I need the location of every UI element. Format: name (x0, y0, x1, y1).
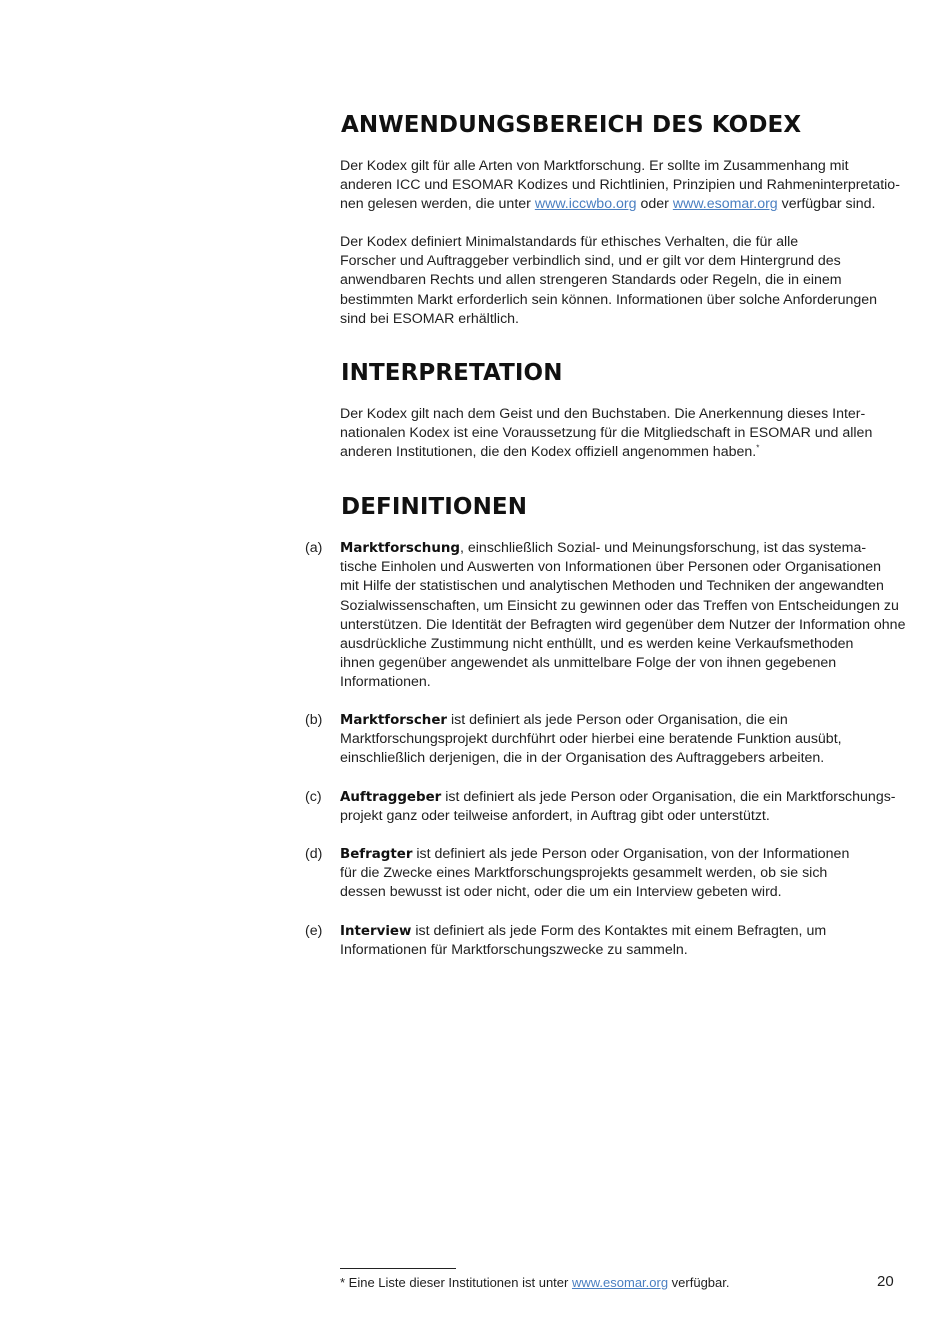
iccwbo-link[interactable]: www.iccwbo.org (534, 196, 637, 213)
definition-term: Interview (340, 924, 412, 939)
footnote: * Eine Liste dieser Institutionen ist unter www.esomar.org verfügbar. (340, 1275, 730, 1290)
definition-item: Befragter ist definiert als jede Person oder Organisation, von der Informationen für die Zwecke eines Marktforschungsprojekts gesammelt werden, ob sie sich dessen bewusst ist oder nicht, oder die um ein Interview gebeten wird. (340, 846, 850, 901)
definition-item: Interview ist definiert als jede Form des Kontaktes mit einem Befragten, um Informationen für Marktforschungszwecke zu sammeln. (340, 923, 827, 959)
section-title-definitions: DEFINITIONEN (341, 494, 528, 520)
definition-label: (b) (305, 712, 323, 728)
section-title-scope: ANWENDUNGSBEREICH DES KODEX (341, 112, 802, 138)
footnote-esomar-link[interactable]: www.esomar.org (571, 1275, 669, 1290)
definition-label: (a) (305, 540, 323, 556)
scope-paragraph-1: Der Kodex gilt für alle Arten von Marktforschung. Er sollte im Zusammenhang mit anderen ICC und ESOMAR Kodizes und Richtlinien, Prinzipien und Rahmeninterpretatio- nen gelesen werden, die unter www.iccwbo.org oder www.esomar.org verfügbar sind. (340, 158, 900, 213)
definition-term: Marktforschung (340, 541, 460, 556)
esomar-link[interactable]: www.esomar.org (672, 196, 778, 213)
definition-label: (d) (305, 846, 323, 862)
definition-item: Marktforscher ist definiert als jede Person oder Organisation, die ein Marktforschungsprojekt durchführt oder hierbei eine beratende Funktion ausübt, einschließlich derjenigen, die in der Organisation des Auftraggebers arbeiten. (340, 712, 842, 767)
definition-item: Marktforschung, einschließlich Sozial- und Meinungsforschung, ist das systema- tische Einholen und Auswerten von Informationen über Personen oder Organisationen mit Hilfe der statistischen und analytischen Methoden und Techniken der angewandten Sozialwissenschaften, um Einsicht zu gewinnen oder das Treffen von Entscheidungen zu unterstützen. Die Identität der Befragten wird gegenüber dem Nutzer der Information ohne ausdrückliche Zustimmung nicht enthüllt, und es werden keine Verkaufsmethoden ihnen gegenüber angewendet als unmittelbare Folge der von ihnen gegebenen Informationen. (340, 540, 906, 691)
section-title-interpretation: INTERPRETATION (341, 360, 563, 386)
definition-term: Auftraggeber (340, 790, 442, 805)
footnote-divider (340, 1268, 456, 1269)
definition-term: Befragter (340, 847, 413, 862)
page-number: 20 (877, 1273, 894, 1290)
interpretation-paragraph: Der Kodex gilt nach dem Geist und den Buchstaben. Die Anerkennung dieses Inter- nationalen Kodex ist eine Voraussetzung für die Mitgliedschaft in ESOMAR und allen anderen Institutionen, die den Kodex offiziell angenommen haben.* (340, 406, 873, 461)
definition-label: (e) (305, 923, 323, 939)
definition-term: Marktforscher (340, 713, 448, 728)
scope-paragraph-2: Der Kodex definiert Minimalstandards für ethisches Verhalten, die für alle Forscher und Auftraggeber verbindlich sind, und er gilt vor dem Hintergrund des anwendbaren Rechts und allen strengeren Standards oder Regeln, die in einem bestimmten Markt erforderlich sein können. Informationen über solche Anforderungen sind bei ESOMAR erhältlich. (340, 234, 878, 327)
definition-label: (c) (305, 789, 322, 805)
footnote-marker: * (756, 443, 760, 453)
definition-item: Auftraggeber ist definiert als jede Person oder Organisation, die ein Marktforschungs- projekt ganz oder teilweise anfordert, in Auftrag gibt oder unterstützt. (340, 789, 896, 825)
